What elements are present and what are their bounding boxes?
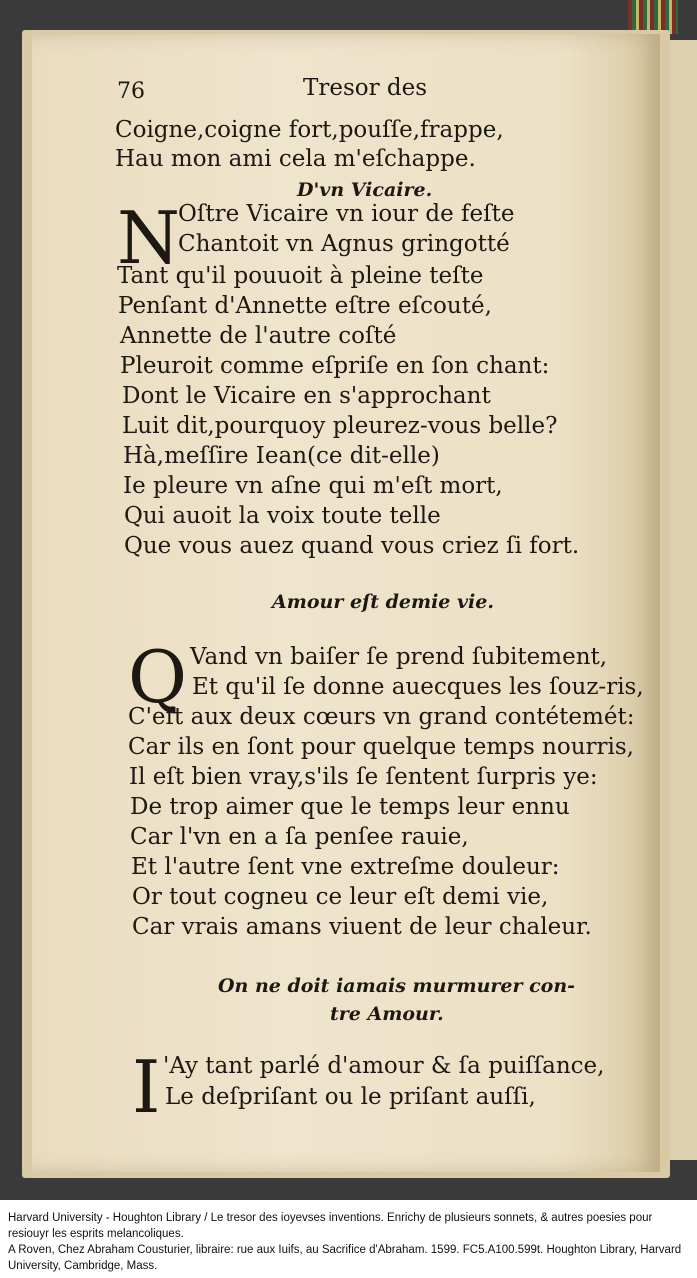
poem-title: D'vn Vicaire. <box>297 179 433 201</box>
verse-line: Tant qu'il pouuoit à pleine teſte <box>117 263 484 289</box>
drop-cap: Q <box>128 635 188 719</box>
verse-line: Le deſpriſant ou le priſant auſſi, <box>165 1084 536 1110</box>
image-caption <box>8 1210 688 1274</box>
verse-line: Coigne,coigne fort,pouſſe,frappe, <box>115 117 504 143</box>
verse-line: Qui auoit la voix toute telle <box>124 503 441 529</box>
verse-line: Que vous auez quand vous criez ſi fort. <box>124 533 580 559</box>
verse-line: De trop aimer que le temps leur ennu <box>130 794 570 820</box>
drop-cap: N <box>117 196 180 280</box>
verse-line: Car vrais amans viuent de leur chaleur. <box>132 914 592 940</box>
verse-line: Chantoit vn Agnus gringotté <box>178 231 510 257</box>
verse-line: Et qu'il ſe donne auecques les ſouz-ris, <box>192 674 644 700</box>
running-title: Tresor des <box>303 75 428 101</box>
verse-line: Il eſt bien vray,s'ils ſe ſentent ſurpris ye: <box>129 764 598 790</box>
poem-title: On ne doit iamais murmurer con- <box>218 975 576 997</box>
verse-line: Pleuroit comme eſpriſe en ſon chant: <box>120 353 550 379</box>
verse-line: Or tout cogneu ce leur eſt demi vie, <box>132 884 549 910</box>
verse-line: Penſant d'Annette eſtre eſcouté, <box>118 293 492 319</box>
caption-line: A Roven, Chez Abraham Cousturier, libraire: rue aux Iuifs, au Sacrifice d'Abraham. 1599. FC5.A100.599t. Houghton Library, Harvard University, Cambridge, Mass. <box>8 1244 682 1272</box>
verse-line: Hà,meſſire Iean(ce dit-elle) <box>123 443 440 469</box>
page-number: 76 <box>117 79 145 104</box>
verse-line: C'eſt aux deux cœurs vn grand contétemét: <box>128 704 635 730</box>
verse-line: Ie pleure vn aſne qui m'eſt mort, <box>123 473 503 499</box>
verse-line: Dont le Vicaire en s'approchant <box>122 383 491 409</box>
verse-line: Et l'autre ſent vne extreſme douleur: <box>131 854 560 880</box>
verse-line: Oſtre Vicaire vn iour de feſte <box>178 201 515 227</box>
verse-line: Car ils en ſont pour quelque temps nourris, <box>128 734 634 760</box>
verse-line: Annette de l'autre coſté <box>120 323 397 349</box>
verse-line: 'Ay tant parlé d'amour & ſa puiſſance, <box>163 1053 605 1079</box>
poem-title: tre Amour. <box>330 1003 444 1025</box>
caption-line: Harvard University - Houghton Library / Le tresor des ioyevses inventions. Enrichy de plusieurs sonnets, & autres poesies pour resiouyr les esprits melancoliques. <box>8 1212 653 1240</box>
drop-cap: I <box>132 1045 161 1129</box>
verse-line: Car l'vn en a ſa penſee rauie, <box>130 824 469 850</box>
verse-line: Luit dit,pourquoy pleurez-vous belle? <box>122 413 558 439</box>
poem-title: Amour eſt demie vie. <box>272 591 494 613</box>
verse-line: Vand vn baiſer ſe prend ſubitement, <box>190 644 608 670</box>
verse-line: Hau mon ami cela m'eſchappe. <box>115 146 476 172</box>
